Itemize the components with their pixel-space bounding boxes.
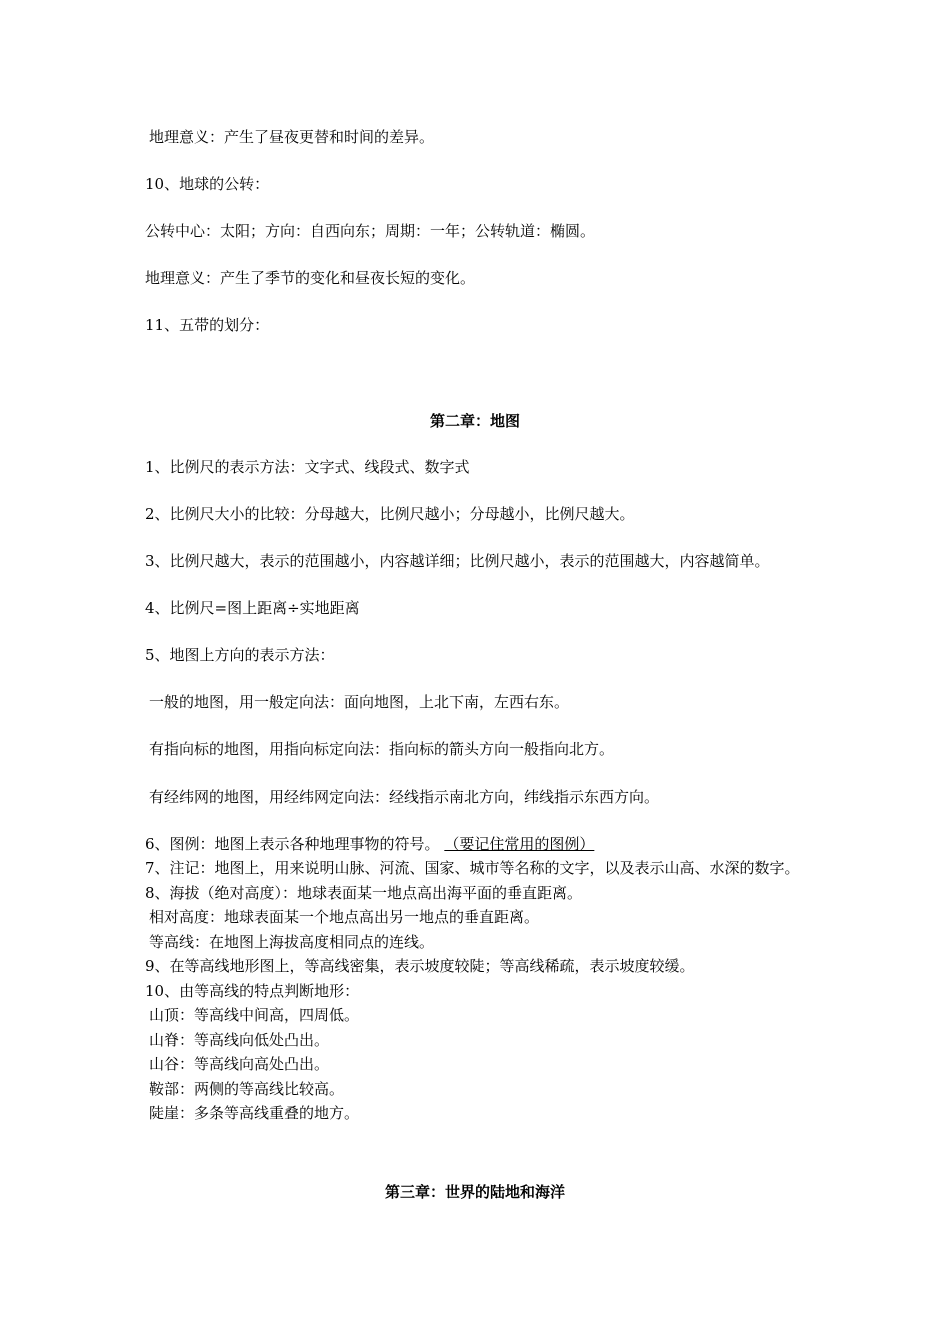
paragraph: 1、比例尺的表示方法：文字式、线段式、数字式	[145, 458, 470, 476]
paragraph: 3、比例尺越大，表示的范围越小，内容越详细；比例尺越小，表示的范围越大，内容越简单。	[145, 552, 770, 570]
paragraph: 7、注记：地图上，用来说明山脉、河流、国家、城市等名称的文字，以及表示山高、水深的数字。	[145, 859, 800, 877]
paragraph: 5、地图上方向的表示方法：	[145, 646, 335, 664]
paragraph: 有经纬网的地图，用经纬网定向法：经线指示南北方向，纬线指示东西方向。	[149, 788, 660, 806]
legend-note: （要记住常用的图例）	[444, 835, 595, 853]
paragraph: 相对高度：地球表面某一个地点高出另一地点的垂直距离。	[149, 908, 540, 926]
paragraph: 公转中心：太阳；方向：自西向东；周期：一年；公转轨道：椭圆。	[145, 222, 596, 240]
paragraph: 8、海拔（绝对高度）：地球表面某一地点高出海平面的垂直距离。	[145, 884, 583, 902]
paragraph: 鞍部：两侧的等高线比较高。	[149, 1080, 345, 1098]
chapter-heading: 第二章：地图	[429, 412, 520, 430]
paragraph: 山顶：等高线中间高，四周低。	[149, 1006, 360, 1024]
paragraph: 地理意义：产生了昼夜更替和时间的差异。	[149, 128, 435, 146]
paragraph: 地理意义：产生了季节的变化和昼夜长短的变化。	[145, 269, 476, 287]
paragraph: 山谷：等高线向高处凸出。	[149, 1055, 330, 1073]
legend-text: 6、图例：地图上表示各种地理事物的符号。	[145, 835, 440, 853]
paragraph: 10、由等高线的特点判断地形：	[145, 982, 360, 1000]
paragraph: 一般的地图，用一般定向法：面向地图，上北下南，左西右东。	[149, 693, 570, 711]
paragraph: 陡崖：多条等高线重叠的地方。	[149, 1104, 360, 1122]
paragraph: 等高线：在地图上海拔高度相同点的连线。	[149, 933, 435, 951]
paragraph: 2、比例尺大小的比较：分母越大，比例尺越小；分母越小，比例尺越大。	[145, 505, 635, 523]
paragraph: 11、五带的划分：	[145, 316, 270, 334]
paragraph: 9、在等高线地形图上，等高线密集，表示坡度较陡；等高线稀疏，表示坡度较缓。	[145, 957, 695, 975]
paragraph: 有指向标的地图，用指向标定向法：指向标的箭头方向一般指向北方。	[149, 740, 615, 758]
paragraph: 4、比例尺=图上距离÷实地距离	[145, 599, 360, 617]
paragraph-legend	[145, 834, 594, 854]
paragraph: 山脊：等高线向低处凸出。	[149, 1031, 330, 1049]
chapter-heading: 第三章：世界的陆地和海洋	[384, 1183, 565, 1201]
paragraph: 10、地球的公转：	[145, 175, 270, 193]
